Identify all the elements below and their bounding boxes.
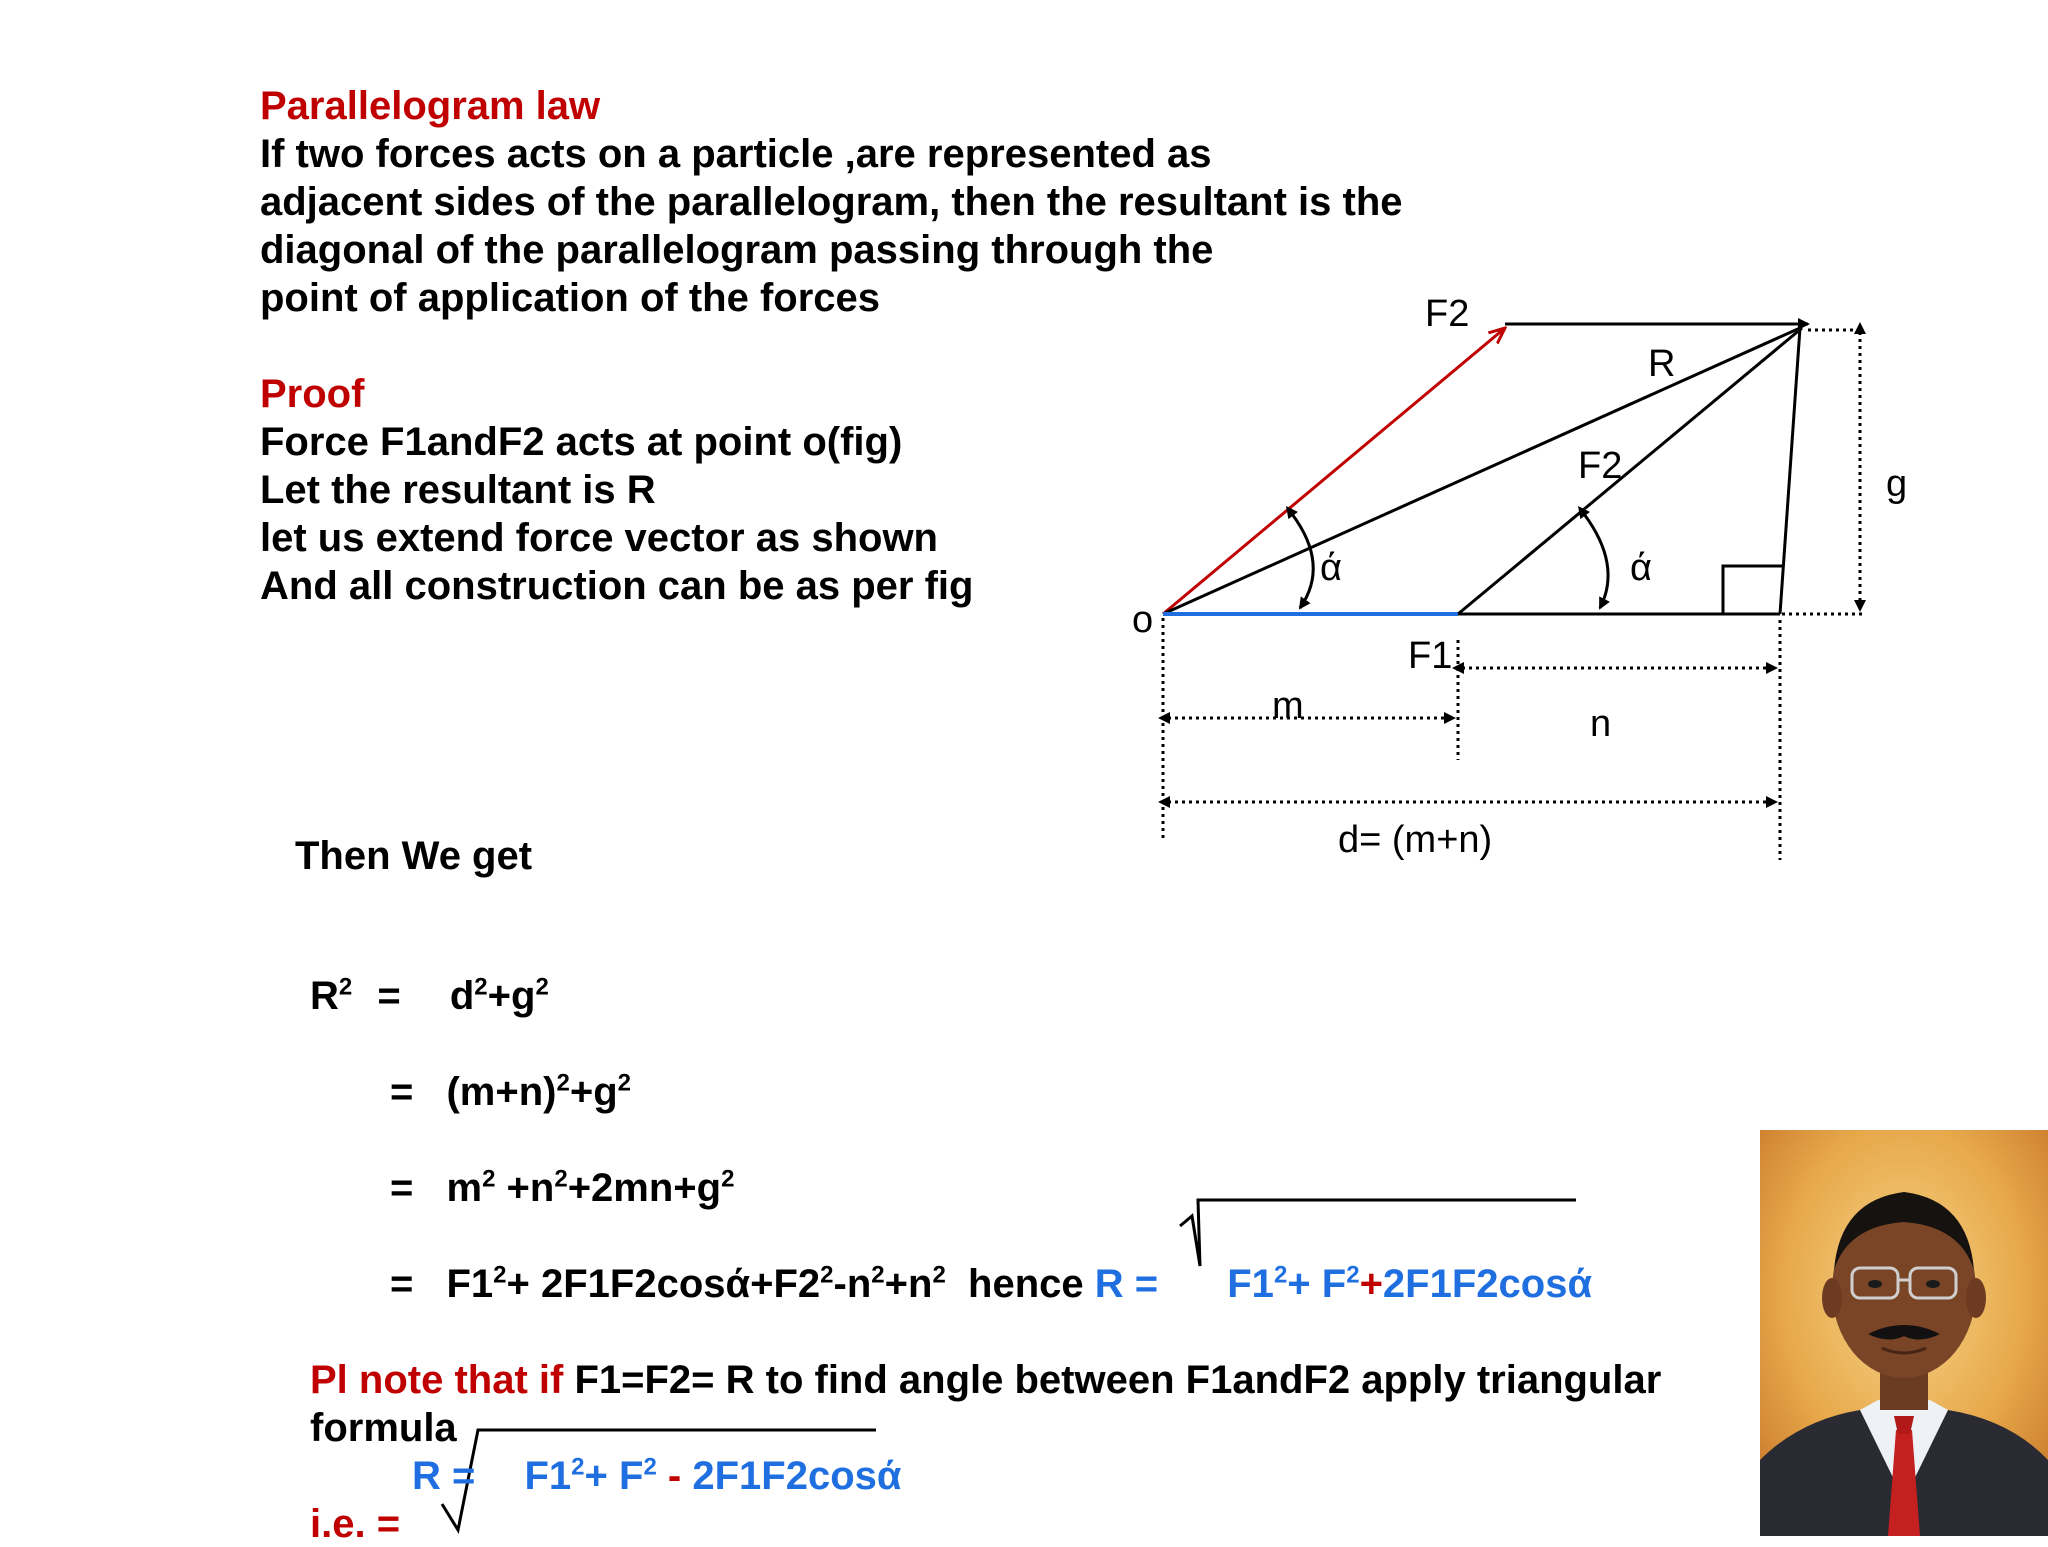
presenter-photo	[1760, 1130, 2048, 1536]
label-f1: F1	[1408, 635, 1453, 677]
law-line: diagonal of the parallelogram passing through the	[260, 228, 1214, 272]
right-angle-mark	[1723, 566, 1782, 614]
note-line-1: Pl note that if F1=F2= R to find angle between F1andF2 apply triangular	[310, 1358, 1662, 1402]
equation-line-3: = $m^2 +n^2+2mn+g^2$	[390, 1165, 735, 1210]
page-title: Parallelogram law	[260, 84, 601, 128]
law-line: If two forces acts on a particle ,are represented as	[260, 132, 1212, 176]
note-formula: $R = F1^2+ F^2 - 2F1F2\cos ά$	[412, 1453, 902, 1498]
angle-arc-2	[1584, 514, 1608, 608]
equation-line-1: $R^2 = d^2+g^2$	[310, 973, 549, 1018]
proof-line: And all construction can be as per fig	[260, 564, 974, 608]
equation-line-2: = $(m+n)^2+g^2$	[390, 1069, 631, 1114]
vertical-line	[1780, 328, 1800, 614]
law-line: adjacent sides of the parallelogram, then the resultant is the	[260, 180, 1403, 224]
label-alpha-2: ά	[1630, 547, 1652, 589]
label-f2-mid: F2	[1578, 445, 1623, 487]
label-o: o	[1132, 599, 1154, 641]
equation-line-4: = $F1^2+ 2F1F2\cos ά+F2^2-n^2+n^2$ hence $R = F1^2+ F^2+2F1F2\cos ά$	[390, 1261, 1593, 1306]
label-f2-top: F2	[1425, 293, 1470, 335]
note-ie: i.e. =	[310, 1502, 401, 1546]
law-line: point of application of the forces	[260, 276, 880, 320]
label-d: d= (m+n)	[1338, 819, 1493, 861]
angle-arc-1	[1292, 514, 1313, 608]
label-alpha-1: ά	[1320, 547, 1342, 589]
proof-title: Proof	[260, 372, 365, 416]
label-g: g	[1886, 463, 1908, 505]
resultant-line	[1163, 328, 1800, 614]
note-line-2: formula	[310, 1406, 457, 1450]
then-we-get: Then We get	[295, 834, 533, 878]
proof-line: Let the resultant is R	[260, 468, 656, 512]
label-m: m	[1272, 685, 1304, 727]
proof-line: let us extend force vector as shown	[260, 516, 938, 560]
label-n: n	[1590, 703, 1612, 745]
proof-line: Force F1andF2 acts at point o(fig)	[260, 420, 903, 464]
label-r: R	[1648, 343, 1676, 385]
sqrt-sign-1	[1180, 1200, 1576, 1266]
